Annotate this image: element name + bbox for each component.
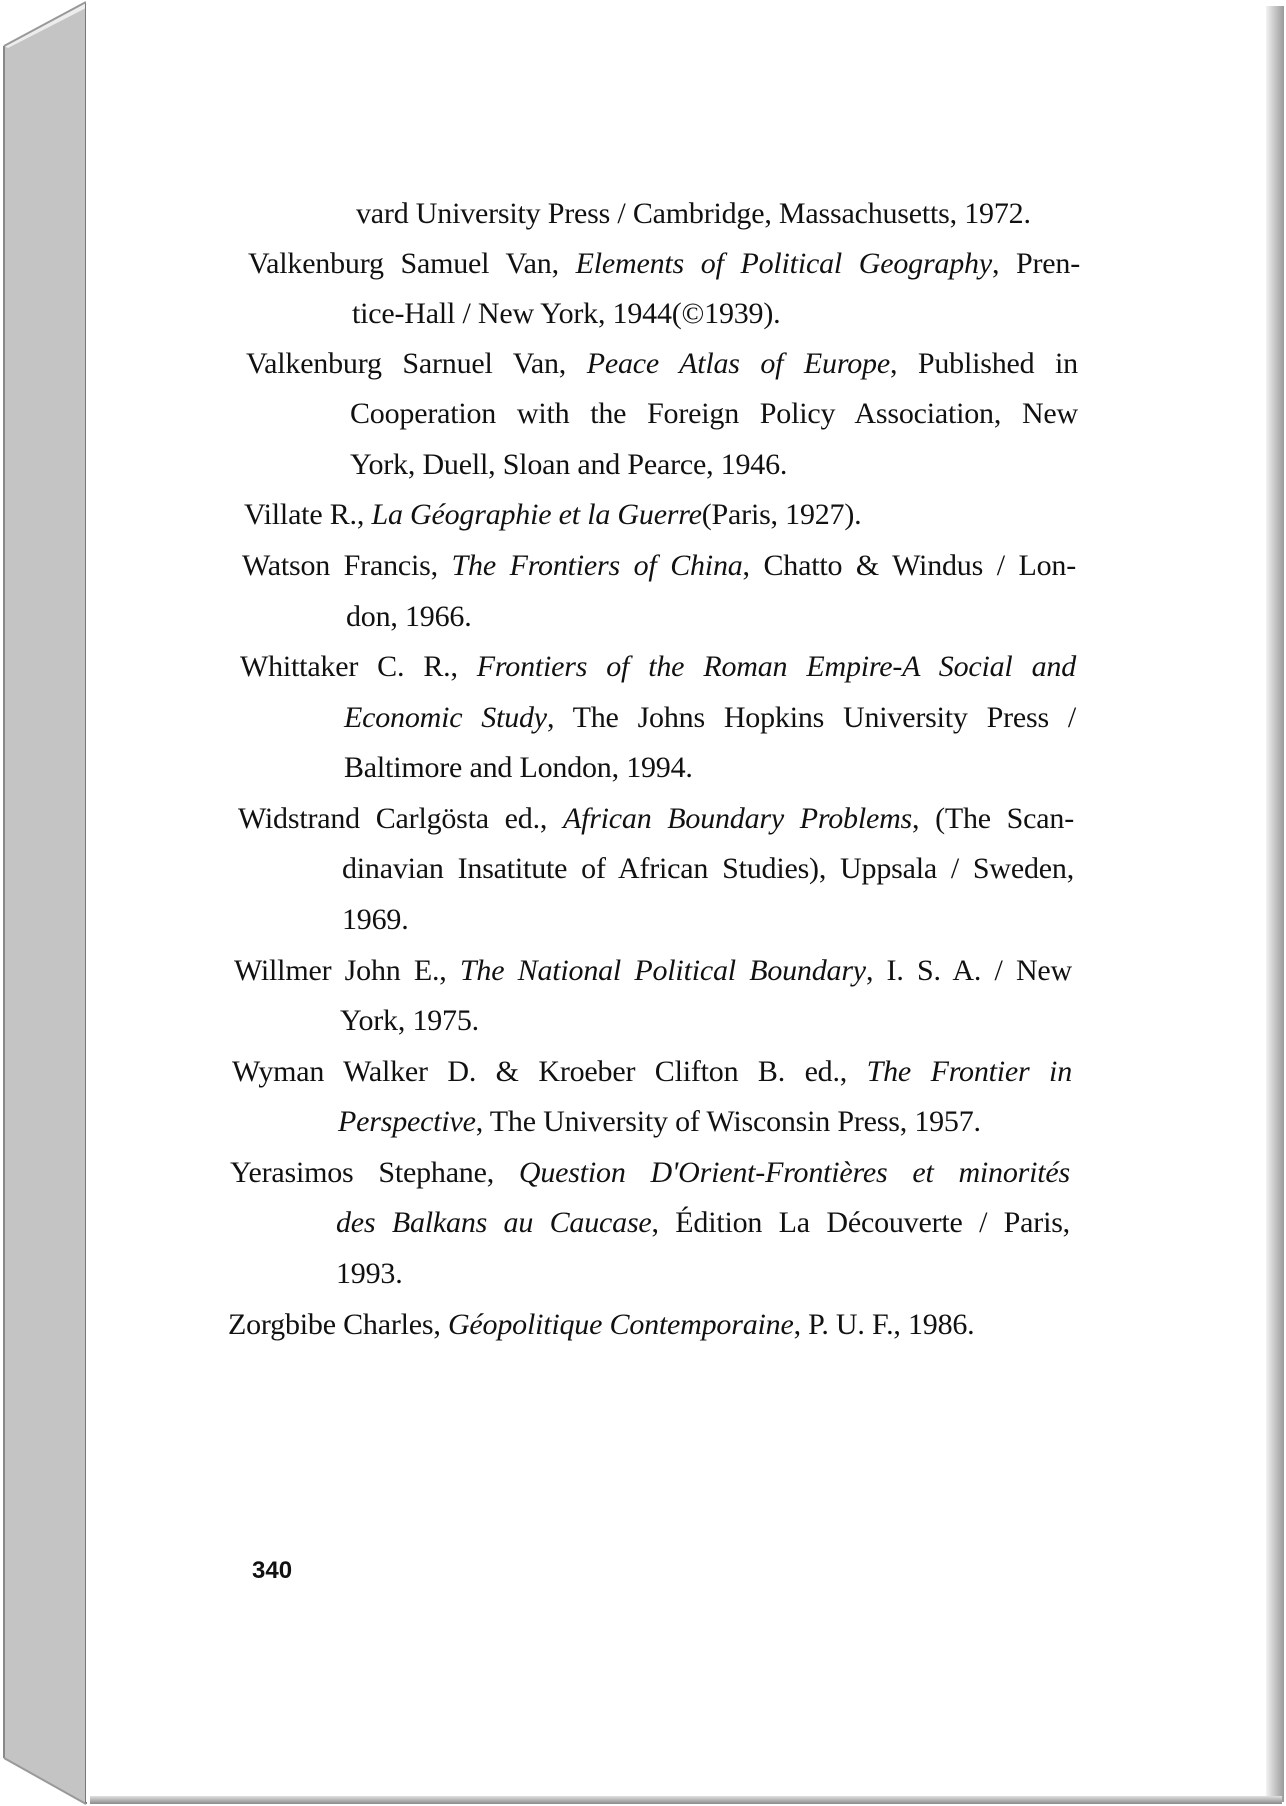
text-line: des Balkans au Caucase, Édition La Découverte / Paris, (336, 1206, 1070, 1239)
text-line: 1993. (336, 1257, 403, 1290)
text-line: Baltimore and London, 1994. (344, 751, 693, 784)
reference-entry: Widstrand Carlgösta ed., African Boundary Problems, (The Scan- (238, 802, 1074, 835)
text-line: Perspective, The University of Wisconsin Press, 1957. (338, 1105, 981, 1138)
reference-entry: Wyman Walker D. & Kroeber Clifton B. ed., The Frontier in (232, 1055, 1072, 1088)
text-line: York, Duell, Sloan and Pearce, 1946. (350, 448, 788, 481)
reference-entry: Watson Francis, The Frontiers of China, Chatto & Windus / Lon- (242, 549, 1076, 582)
book-spine (0, 0, 90, 1806)
text-line: don, 1966. (346, 600, 472, 633)
reference-entry: Willmer John E., The National Political Boundary, I. S. A. / New (234, 954, 1072, 987)
reference-entry: Zorgbibe Charles, Géopolitique Contemporaine, P. U. F., 1986. (228, 1308, 975, 1341)
page-bottom-shadow (90, 1796, 1282, 1804)
text-line: York, 1975. (340, 1004, 479, 1037)
text-line: vard University Press / Cambridge, Massachusetts, 1972. (356, 197, 1031, 230)
reference-entry: Yerasimos Stephane, Question D'Orient-Frontières et minorités (230, 1156, 1070, 1189)
text-line: 1969. (342, 903, 409, 936)
text-line: Economic Study, The Johns Hopkins University Press / (344, 701, 1076, 734)
page-edge-shadow (1266, 6, 1284, 1802)
text-line: dinavian Insatitute of African Studies), Uppsala / Sweden, (342, 852, 1074, 885)
reference-entry: Valkenburg Samuel Van, Elements of Political Geography, Pren- (248, 247, 1080, 280)
reference-entry: Whittaker C. R., Frontiers of the Roman Empire-A Social and (240, 650, 1077, 683)
text-line: Cooperation with the Foreign Policy Association, New (350, 397, 1078, 430)
text-line: tice-Hall / New York, 1944(©1939). (352, 297, 781, 330)
reference-entry: Valkenburg Sarnuel Van, Peace Atlas of Europe, Published in (246, 347, 1078, 380)
page-number: 340 (252, 1557, 293, 1584)
reference-entry: Villate R., La Géographie et la Guerre(Paris, 1927). (244, 498, 862, 531)
